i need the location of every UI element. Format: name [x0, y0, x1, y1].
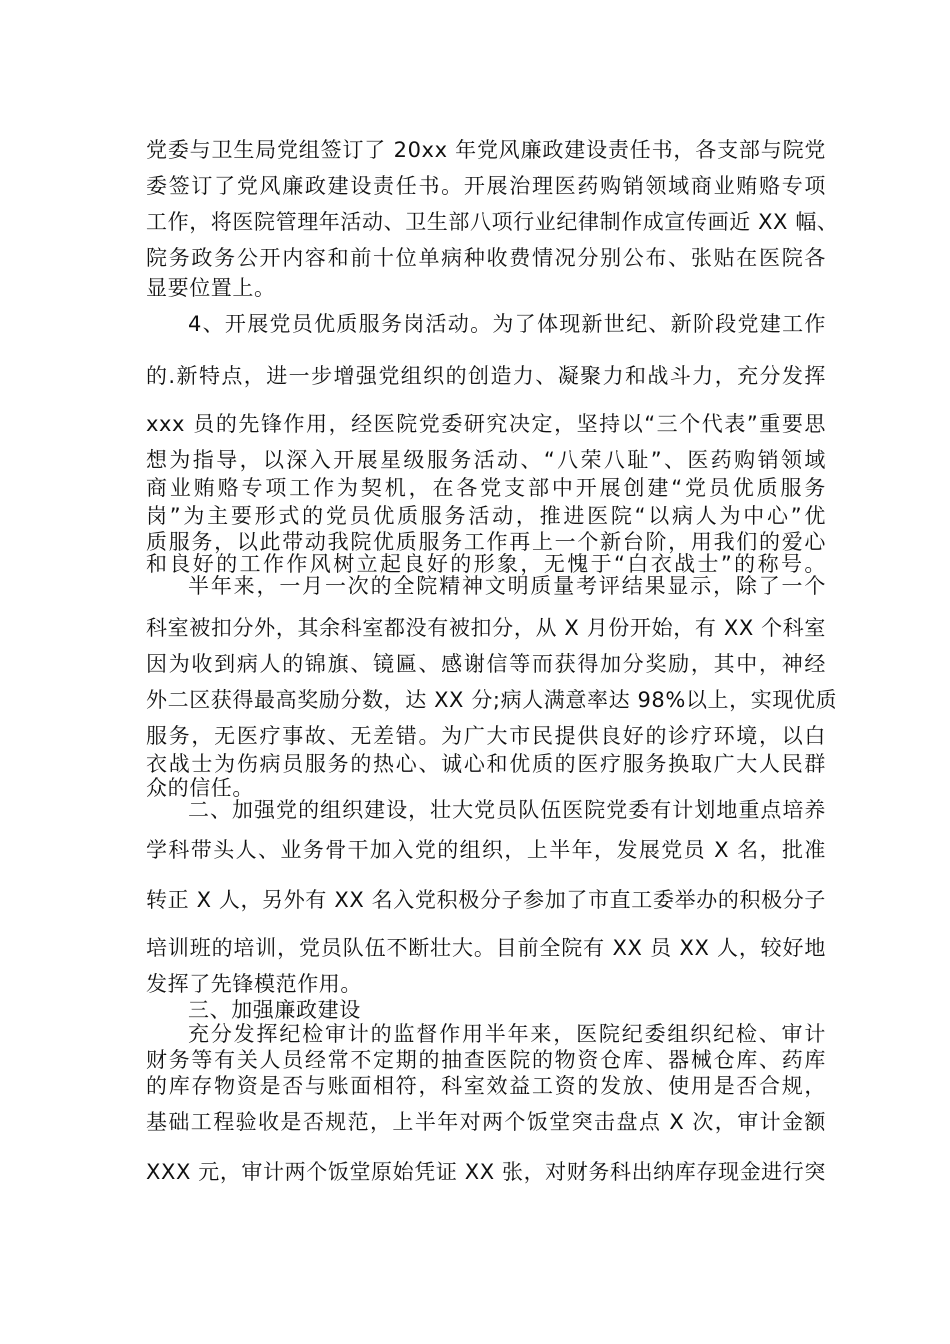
text-line: 众的信任。 [146, 776, 254, 800]
text-line: 显要位置上。 [146, 276, 276, 300]
text-line: xxx 员的先锋作用，经医院党委研究决定，坚持以“三个代表”重要思 [146, 412, 826, 436]
text-line: 发挥了先锋模范作用。 [146, 972, 362, 996]
text-line: 委签订了党风廉政建设责任书。开展治理医药购销领域商业贿赂专项 [146, 174, 826, 198]
text-line: 4、开展党员优质服务岗活动。为了体现新世纪、新阶段党建工作 [188, 312, 826, 336]
text-line: 财务等有关人员经常不定期的抽查医院的物资仓库、器械仓库、药库 [146, 1048, 826, 1072]
text-line: 转正 X 人，另外有 XX 名入党积极分子参加了市直工委举办的积极分子 [146, 888, 826, 912]
text-line: 科室被扣分外，其余科室都没有被扣分，从 X 月份开始，有 XX 个科室 [146, 616, 826, 640]
text-line: 和良好的工作作风树立起良好的形象，无愧于“白衣战士”的称号。 [146, 552, 826, 576]
text-line: 想为指导，以深入开展星级服务活动、“八荣八耻”、医药购销领域 [146, 448, 826, 472]
text-line: 半年来，一月一次的全院精神文明质量考评结果显示，除了一个 [188, 574, 826, 598]
text-line: 外二区获得最高奖励分数，达 XX 分;病人满意率达 98%以上，实现优质 [146, 688, 838, 712]
text-line: 培训班的培训，党员队伍不断壮大。目前全院有 XX 员 XX 人，较好地 [146, 936, 826, 960]
text-line: 服务，无医疗事故、无差错。为广大市民提供良好的诊疗环境，以白 [146, 724, 826, 748]
text-line: 的库存物资是否与账面相符，科室效益工资的发放、使用是否合规， [146, 1074, 826, 1098]
text-line: 三、加强廉政建设 [188, 998, 361, 1022]
text-line: 因为收到病人的锦旗、镜匾、感谢信等而获得加分奖励，其中，神经 [146, 652, 826, 676]
text-line: 岗”为主要形式的党员优质服务活动，推进医院“以病人为中心”优 [146, 504, 826, 528]
text-line: 商业贿赂专项工作为契机，在各党支部中开展创建“党员优质服务 [146, 476, 826, 500]
text-line: 质服务，以此带动我院优质服务工作再上一个新台阶，用我们的爱心 [146, 530, 826, 554]
text-line: 工作，将医院管理年活动、卫生部八项行业纪律制作成宣传画近 XX 幅、 [146, 210, 839, 234]
text-line: 基础工程验收是否规范，上半年对两个饭堂突击盘点 X 次，审计金额 [146, 1110, 826, 1134]
text-line: 学科带头人、业务骨干加入党的组织，上半年，发展党员 X 名，批准 [146, 838, 826, 862]
text-line: 二、加强党的组织建设，壮大党员队伍医院党委有计划地重点培养 [188, 798, 826, 822]
text-line: 衣战士为伤病员服务的热心、诚心和优质的医疗服务换取广大人民群 [146, 752, 826, 776]
text-line: 充分发挥纪检审计的监督作用半年来，医院纪委组织纪检、审计 [188, 1022, 826, 1046]
text-line: 党委与卫生局党组签订了 20xx 年党风廉政建设责任书，各支部与院党 [146, 138, 826, 162]
text-line: 院务政务公开内容和前十位单病种收费情况分别公布、张贴在医院各 [146, 246, 826, 270]
text-line: 的.新特点，进一步增强党组织的创造力、凝聚力和战斗力，充分发挥 [146, 364, 826, 388]
text-line: XXX 元，审计两个饭堂原始凭证 XX 张，对财务科出纳库存现金进行突 [146, 1160, 826, 1184]
